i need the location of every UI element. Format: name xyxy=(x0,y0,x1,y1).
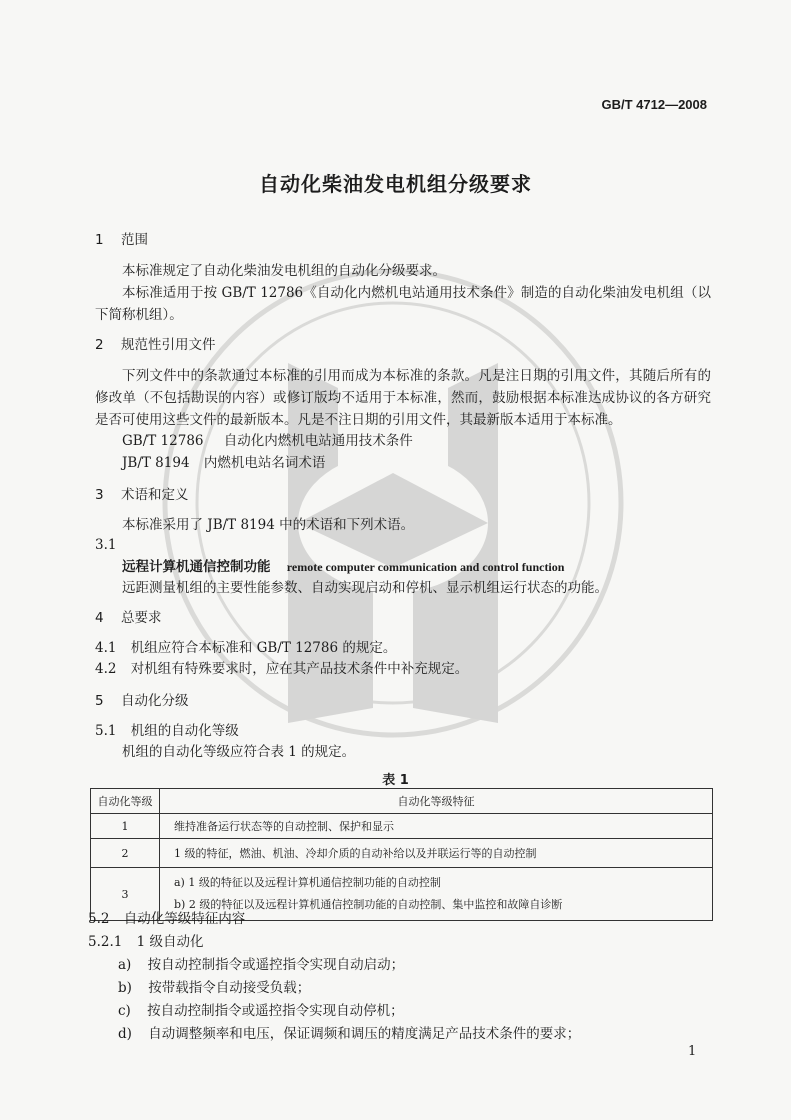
section-1-heading xyxy=(95,231,148,249)
clause-text: 对机组有特殊要求时，应在其产品技术条件中补充规定。 xyxy=(130,661,469,677)
grade-level: 1 xyxy=(91,814,160,839)
list-marker: b) xyxy=(118,980,132,996)
reference-item xyxy=(122,432,413,450)
clause-item xyxy=(95,660,468,678)
automation-grade-table xyxy=(90,788,713,921)
section-number: 5 xyxy=(95,693,104,709)
section-title: 规范性引用文件 xyxy=(121,337,216,353)
reference-item xyxy=(122,454,325,472)
section-4-heading xyxy=(95,609,162,627)
table-header-row xyxy=(91,789,713,814)
clause-title: 机组的自动化等级 xyxy=(130,723,239,739)
paragraph: 下列文件中的条款通过本标准的引用而成为本标准的条款。凡是注日期的引用文件，其随后所有的修改单（不包括勘误的内容）或修订版均不适用于本标准，然而，鼓励根据本标准达成协议的各方研究是否可使用这些文件的最新版本。凡是不注日期的引用文件，其最新版本适用于本标准。 xyxy=(95,368,711,428)
paragraph: 本标准采用了 JB/T 8194 中的术语和下列术语。 xyxy=(122,517,415,533)
grade-features: 1 级的特征，燃油、机油、冷却介质的自动补给以及并联运行等的自动控制 xyxy=(160,839,713,868)
clause-number: 5.2.1 xyxy=(88,934,123,950)
paragraph: 本标准适用于按 GB/T 12786《自动化内燃机电站通用技术条件》制造的自动化柴油发电机组（以下简称机组）。 xyxy=(95,285,711,323)
section-title: 总要求 xyxy=(121,610,162,626)
reference-title: 内燃机电站名词术语 xyxy=(203,455,326,471)
section-title: 术语和定义 xyxy=(121,487,189,503)
section-number: 4 xyxy=(95,610,104,626)
section-title: 自动化分级 xyxy=(121,693,189,709)
list-text: 按自动控制指令或遥控指令实现自动停机； xyxy=(147,1003,404,1019)
grade-features: 维持准备运行状态等的自动控制、保护和显示 xyxy=(160,814,713,839)
column-header: 自动化等级特征 xyxy=(160,789,713,814)
clause-number: 4.2 xyxy=(95,661,117,677)
clause-item xyxy=(88,910,245,928)
list-item xyxy=(118,1002,404,1020)
grade-level: 3 xyxy=(91,868,160,921)
table-row xyxy=(91,839,713,868)
list-marker: a) xyxy=(118,957,132,973)
document-title: 自动化柴油发电机组分级要求 xyxy=(259,172,532,196)
list-text: 自动调整频率和电压，保证调频和调压的精度满足产品技术条件的要求； xyxy=(148,1026,581,1042)
grade-level: 2 xyxy=(91,839,160,868)
clause-title: 自动化等级特征内容 xyxy=(123,911,246,927)
clause-title: 1 级自动化 xyxy=(136,934,204,950)
list-text: 按带载指令自动接受负载； xyxy=(148,980,311,996)
clause-text: 机组应符合本标准和 GB/T 12786 的规定。 xyxy=(130,640,397,656)
clause-number: 5.2 xyxy=(88,911,110,927)
section-number: 2 xyxy=(95,337,104,353)
section-title: 范围 xyxy=(121,232,148,248)
term-english: remote computer communication and control function xyxy=(286,560,565,574)
table-row xyxy=(91,814,713,839)
list-item xyxy=(118,979,310,997)
clause-item xyxy=(95,639,396,657)
clause-item xyxy=(95,722,239,740)
reference-title: 自动化内燃机电站通用技术条件 xyxy=(223,433,413,449)
column-header: 自动化等级 xyxy=(91,789,160,814)
clause-number: 4.1 xyxy=(95,640,117,656)
clause-item xyxy=(88,933,204,951)
grade-feature-item: a) 1 级的特征以及远程计算机通信控制功能的自动控制 xyxy=(174,876,441,889)
term-entry xyxy=(122,558,564,576)
grade-feature-item: b) 2 级的特征以及远程计算机通信控制功能的自动控制、集中监控和故障自诊断 xyxy=(174,898,563,911)
section-5-heading xyxy=(95,692,189,710)
list-item xyxy=(118,1025,580,1043)
list-marker: d) xyxy=(118,1026,132,1042)
section-2-heading xyxy=(95,336,216,354)
page-number: 1 xyxy=(688,1044,697,1059)
standard-code: GB/T 4712—2008 xyxy=(601,97,707,112)
section-3-heading xyxy=(95,486,189,504)
list-text: 按自动控制指令或遥控指令实现自动启动； xyxy=(147,957,405,973)
reference-code: JB/T 8194 xyxy=(122,455,190,471)
paragraph: 本标准规定了自动化柴油发电机组的自动化分级要求。 xyxy=(122,263,446,279)
reference-code: GB/T 12786 xyxy=(122,433,204,449)
list-marker: c) xyxy=(118,1003,131,1019)
list-item xyxy=(118,956,404,974)
paragraph: 机组的自动化等级应符合表 1 的规定。 xyxy=(122,744,356,760)
term-chinese: 远程计算机通信控制功能 xyxy=(122,559,271,575)
section-number: 3 xyxy=(95,487,104,503)
clause-number: 5.1 xyxy=(95,723,117,739)
table-caption: 表 1 xyxy=(382,773,409,788)
term-number: 3.1 xyxy=(95,537,117,553)
term-definition: 远距测量机组的主要性能参数、自动实现启动和停机、显示机组运行状态的功能。 xyxy=(122,580,608,596)
section-number: 1 xyxy=(95,232,104,248)
